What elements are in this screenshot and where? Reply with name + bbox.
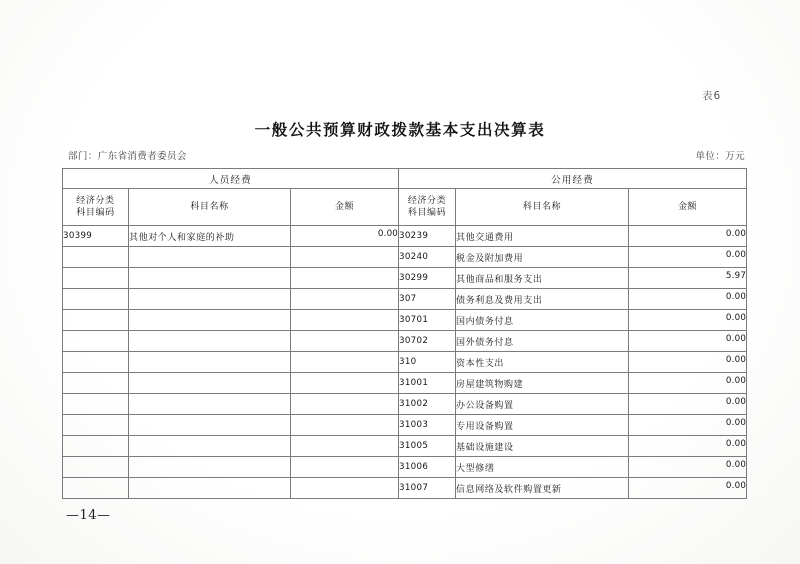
cell-public-code: 31002 bbox=[399, 394, 456, 415]
column-header-public-code bbox=[399, 189, 456, 226]
cell-personnel-amount bbox=[291, 247, 399, 268]
table-row bbox=[63, 478, 747, 499]
cell-personnel-amount bbox=[291, 394, 399, 415]
table-group-header-row bbox=[63, 169, 747, 189]
cell-public-code: 31006 bbox=[399, 457, 456, 478]
cell-public-name: 债务利息及费用支出 bbox=[456, 289, 629, 310]
cell-public-amount: 0.00 bbox=[629, 415, 747, 436]
cell-public-amount: 0.00 bbox=[629, 331, 747, 352]
cell-public-code: 31001 bbox=[399, 373, 456, 394]
column-header-code-line2: 科目编码 bbox=[76, 208, 115, 218]
cell-public-name: 国外债务付息 bbox=[456, 331, 629, 352]
cell-personnel-amount bbox=[291, 436, 399, 457]
department-line bbox=[68, 148, 187, 162]
cell-public-name: 资本性支出 bbox=[456, 352, 629, 373]
cell-personnel-name bbox=[129, 415, 291, 436]
cell-public-name: 专用设备购置 bbox=[456, 415, 629, 436]
cell-public-name: 大型修缮 bbox=[456, 457, 629, 478]
cell-public-amount: 5.97 bbox=[629, 268, 747, 289]
cell-personnel-name bbox=[129, 352, 291, 373]
cell-personnel-name bbox=[129, 268, 291, 289]
page-title: 一般公共预算财政拨款基本支出决算表 bbox=[254, 120, 546, 139]
table-row bbox=[63, 226, 747, 247]
table-row bbox=[63, 289, 747, 310]
cell-public-amount: 0.00 bbox=[629, 352, 747, 373]
table-row bbox=[63, 268, 747, 289]
cell-public-amount: 0.00 bbox=[629, 436, 747, 457]
cell-public-amount: 0.00 bbox=[629, 247, 747, 268]
cell-personnel-amount: 0.00 bbox=[291, 226, 399, 247]
sheet-marker: 表6 bbox=[702, 90, 722, 102]
cell-public-code: 31005 bbox=[399, 436, 456, 457]
table-row bbox=[63, 310, 747, 331]
cell-personnel-code bbox=[63, 268, 129, 289]
basic-expenditure-table bbox=[62, 168, 747, 499]
cell-public-amount: 0.00 bbox=[629, 373, 747, 394]
column-header-personnel-amount: 金额 bbox=[291, 189, 399, 226]
cell-public-name: 房屋建筑物购建 bbox=[456, 373, 629, 394]
cell-public-code: 30299 bbox=[399, 268, 456, 289]
department-label: 部门： bbox=[68, 151, 98, 162]
cell-public-amount: 0.00 bbox=[629, 310, 747, 331]
cell-personnel-code bbox=[63, 289, 129, 310]
cell-personnel-amount bbox=[291, 373, 399, 394]
cell-public-code: 30239 bbox=[399, 226, 456, 247]
cell-personnel-name bbox=[129, 289, 291, 310]
cell-public-code: 30701 bbox=[399, 310, 456, 331]
cell-personnel-amount bbox=[291, 268, 399, 289]
cell-personnel-code bbox=[63, 457, 129, 478]
cell-personnel-name bbox=[129, 436, 291, 457]
document-meta bbox=[62, 148, 745, 162]
cell-personnel-code bbox=[63, 373, 129, 394]
cell-personnel-amount bbox=[291, 331, 399, 352]
cell-personnel-amount bbox=[291, 457, 399, 478]
cell-personnel-amount bbox=[291, 352, 399, 373]
table-row bbox=[63, 415, 747, 436]
cell-public-code: 310 bbox=[399, 352, 456, 373]
cell-public-name: 国内债务付息 bbox=[456, 310, 629, 331]
cell-public-name: 其他交通费用 bbox=[456, 226, 629, 247]
cell-personnel-name bbox=[129, 478, 291, 499]
column-header-public-name: 科目名称 bbox=[456, 189, 629, 226]
cell-public-code: 307 bbox=[399, 289, 456, 310]
cell-personnel-code bbox=[63, 415, 129, 436]
group-header-personnel: 人员经费 bbox=[63, 169, 399, 189]
table-column-header-row bbox=[63, 189, 747, 226]
department-value: 广东省消费者委员会 bbox=[97, 151, 187, 162]
column-header-personnel-name: 科目名称 bbox=[129, 189, 291, 226]
cell-personnel-amount bbox=[291, 415, 399, 436]
cell-personnel-code bbox=[63, 394, 129, 415]
column-header-code-line2: 科目编码 bbox=[407, 208, 447, 218]
cell-personnel-code bbox=[63, 478, 129, 499]
cell-public-code: 30702 bbox=[399, 331, 456, 352]
cell-public-code: 31003 bbox=[399, 415, 456, 436]
cell-personnel-amount bbox=[291, 310, 399, 331]
group-header-public: 公用经费 bbox=[399, 169, 747, 189]
cell-public-name: 税金及附加费用 bbox=[456, 247, 629, 268]
cell-public-name: 办公设备购置 bbox=[456, 394, 629, 415]
table-row bbox=[63, 352, 747, 373]
cell-public-code: 30240 bbox=[399, 247, 456, 268]
cell-personnel-amount bbox=[291, 289, 399, 310]
column-header-code-line1: 经济分类 bbox=[407, 195, 447, 206]
budget-table-container bbox=[62, 168, 746, 499]
column-header-code-line1: 经济分类 bbox=[76, 195, 115, 206]
cell-personnel-code bbox=[63, 436, 129, 457]
column-header-public-amount: 金额 bbox=[629, 189, 747, 226]
cell-personnel-name bbox=[129, 394, 291, 415]
table-row bbox=[63, 457, 747, 478]
cell-personnel-code bbox=[63, 247, 129, 268]
cell-public-name: 其他商品和服务支出 bbox=[456, 268, 629, 289]
cell-public-amount: 0.00 bbox=[629, 478, 747, 499]
cell-public-name: 信息网络及软件购置更新 bbox=[456, 478, 629, 499]
cell-personnel-name bbox=[129, 373, 291, 394]
cell-personnel-name bbox=[129, 457, 291, 478]
cell-public-amount: 0.00 bbox=[629, 289, 747, 310]
cell-personnel-name bbox=[129, 247, 291, 268]
page-number: —14— bbox=[66, 508, 111, 523]
table-row bbox=[63, 247, 747, 268]
table-row bbox=[63, 394, 747, 415]
table-body bbox=[63, 226, 747, 499]
cell-personnel-amount bbox=[291, 478, 399, 499]
cell-personnel-name bbox=[129, 310, 291, 331]
cell-public-code: 31007 bbox=[399, 478, 456, 499]
table-row bbox=[63, 436, 747, 457]
column-header-personnel-code bbox=[63, 189, 129, 226]
unit-note: 单位：万元 bbox=[695, 151, 745, 162]
cell-public-name: 基础设施建设 bbox=[456, 436, 629, 457]
table-row bbox=[63, 373, 747, 394]
cell-personnel-name: 其他对个人和家庭的补助 bbox=[129, 226, 291, 247]
cell-public-amount: 0.00 bbox=[629, 457, 747, 478]
cell-personnel-name bbox=[129, 331, 291, 352]
cell-personnel-code bbox=[63, 331, 129, 352]
table-row bbox=[63, 331, 747, 352]
cell-personnel-code bbox=[63, 352, 129, 373]
cell-personnel-code: 30399 bbox=[63, 226, 129, 247]
cell-public-amount: 0.00 bbox=[629, 226, 747, 247]
cell-public-amount: 0.00 bbox=[629, 394, 747, 415]
cell-personnel-code bbox=[63, 310, 129, 331]
